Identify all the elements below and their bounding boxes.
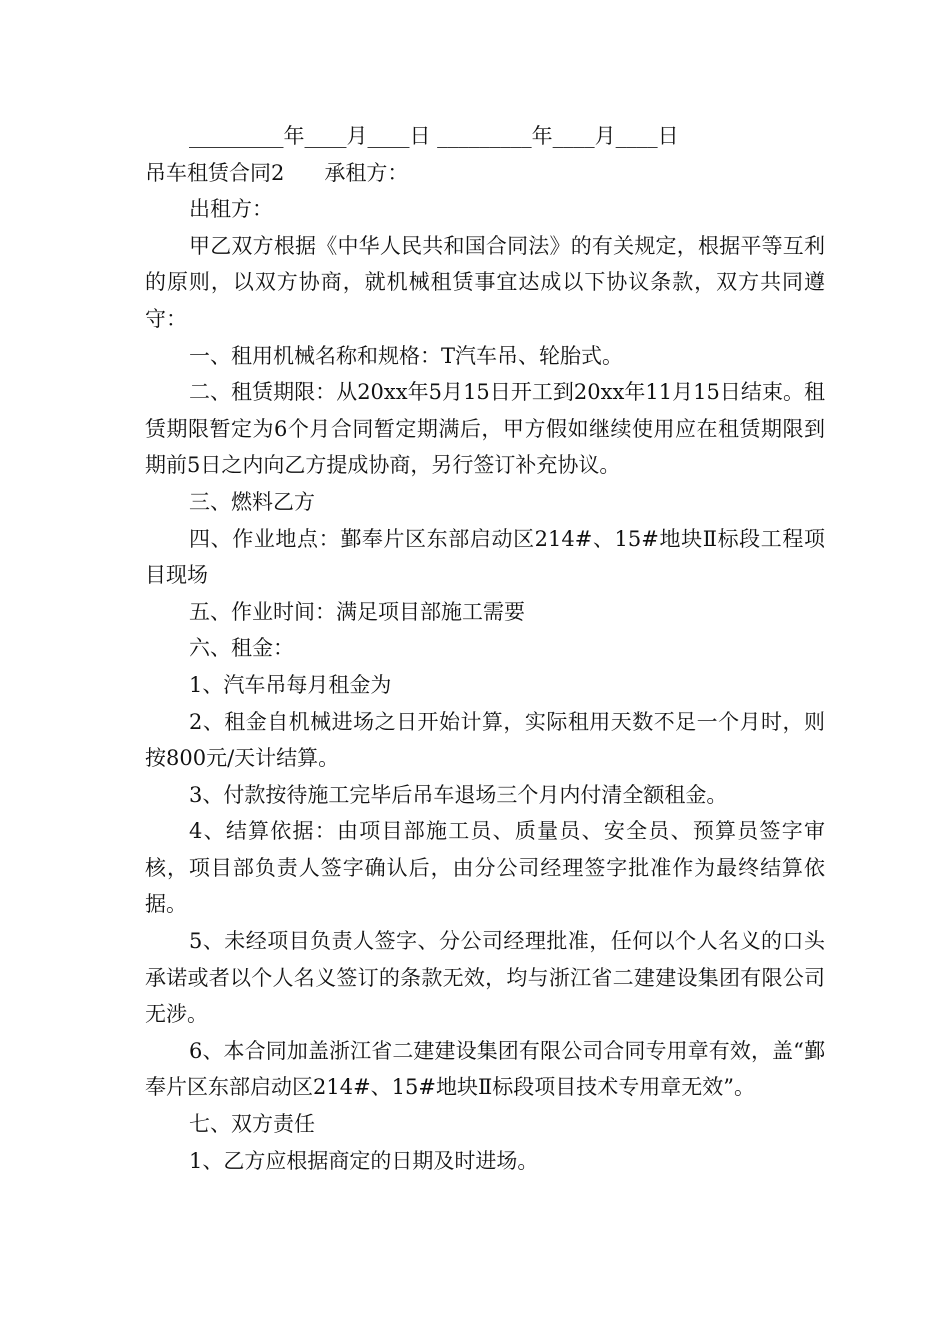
paragraph-rent-3: 3、付款按待施工完毕后吊车退场三个月内付清全额租金。: [189, 782, 728, 807]
lessee-label: 承租方：: [324, 160, 409, 185]
paragraph-rent-6: 6、本合同加盖浙江省二建建设集团有限公司合同专用章有效，盖“鄞奉片区东部启动区214#、15#地块Ⅱ标段项目技术专用章无效”。: [145, 1038, 825, 1100]
paragraph-clause-7: 七、双方责任: [189, 1112, 315, 1137]
contract-page: [145, 118, 825, 1179]
paragraph-duty-1: 1、乙方应根据商定的日期及时进场。: [189, 1148, 539, 1173]
paragraph-rent-1: 1、汽车吊每月租金为: [189, 672, 392, 697]
paragraph-clause-4: 四、作业地点：鄞奉片区东部启动区214#、15#地块Ⅱ标段工程项目现场: [145, 526, 825, 588]
paragraph-clause-1: 一、租用机械名称和规格：T汽车吊、轮胎式。: [189, 343, 624, 368]
paragraph-clause-3: 三、燃料乙方: [189, 489, 315, 514]
paragraph-rent-2: 2、租金自机械进场之日开始计算，实际租用天数不足一个月时，则按800元/天计结算。: [145, 709, 825, 771]
date-line: _________年____月____日 _________年____月____日: [189, 124, 679, 148]
paragraph-intro: 甲乙双方根据《中华人民共和国合同法》的有关规定，根据平等互利的原则，以双方协商，就机械租赁事宜达成以下协议条款，双方共同遵守：: [145, 233, 825, 331]
lessor-label: 出租方：: [189, 197, 273, 222]
paragraph-clause-6: 六、租金：: [189, 636, 294, 661]
paragraph-clause-5: 五、作业时间：满足项目部施工需要: [189, 599, 525, 624]
paragraph-rent-4: 4、结算依据：由项目部施工员、质量员、安全员、预算员签字审核，项目部负责人签字确认后，由分公司经理签字批准作为最终结算依据。: [145, 819, 825, 917]
title-row: [145, 155, 825, 192]
contract-title: 吊车租赁合同2: [145, 160, 285, 185]
paragraph-clause-2: 二、租赁期限：从20xx年5月15日开工到20xx年11月15日结束。租赁期限暂定为6个月合同暂定期满后，甲方假如继续使用应在租赁期限到期前5日之内向乙方提成协商，另行签订补充协议。: [145, 380, 825, 478]
paragraph-rent-5: 5、未经项目负责人签字、分公司经理批准，任何以个人名义的口头承诺或者以个人名义签订的条款无效，均与浙江省二建建设集团有限公司无涉。: [145, 929, 825, 1027]
